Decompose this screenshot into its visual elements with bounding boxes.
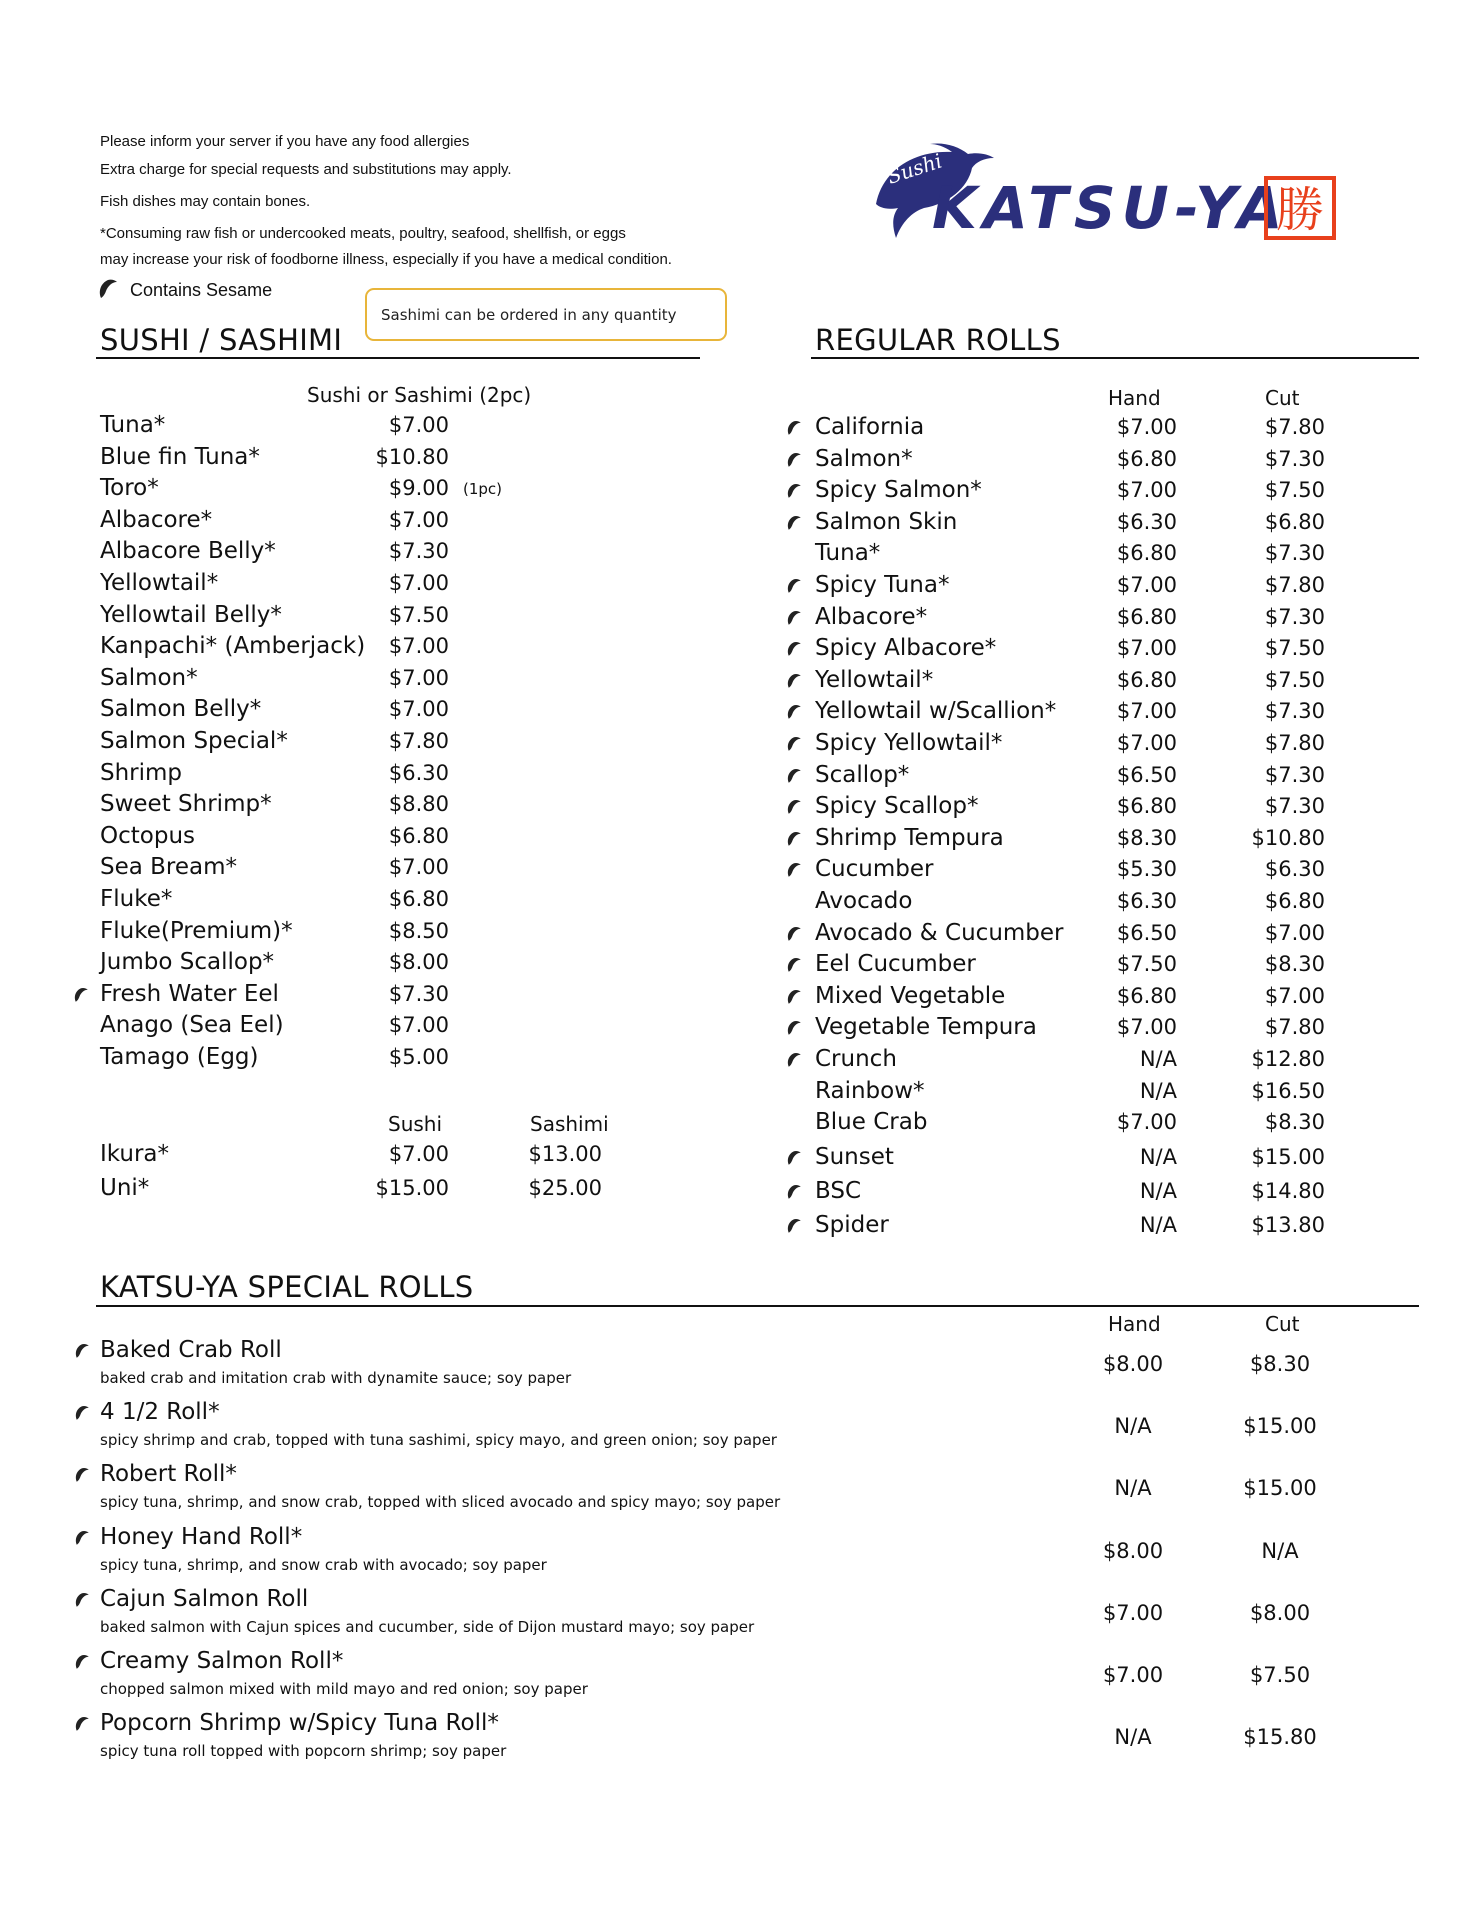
sushi-item-price: $6.80 xyxy=(388,823,449,848)
logo-seal: 勝 xyxy=(1275,182,1325,238)
sushi-item-price: $6.30 xyxy=(388,760,449,785)
special-hand-header: Hand xyxy=(1108,1312,1161,1336)
sushi-item-price: $7.00 xyxy=(388,634,449,659)
regular-roll-name: Vegetable Tempura xyxy=(815,1014,1037,1041)
regular-roll-cut-price: $7.30 xyxy=(1264,762,1325,787)
regular-roll-name: Blue Crab xyxy=(815,1109,928,1136)
sushi-item-price: $5.00 xyxy=(388,1045,449,1069)
regular-roll-name: Tuna* xyxy=(815,540,881,567)
regular-roll-cut-price: $7.80 xyxy=(1264,731,1325,755)
sushi-item-name: Albacore Belly* xyxy=(100,538,276,565)
sushi-item-name: Salmon* xyxy=(100,664,198,691)
sushi-item-price: $7.00 xyxy=(388,1013,449,1038)
regular-roll-cut-price: $7.50 xyxy=(1264,636,1325,661)
regular-roll-cut-price: $6.30 xyxy=(1264,857,1325,882)
roe-sushi-price: $15.00 xyxy=(375,1176,449,1200)
sesame-seed-icon xyxy=(785,640,803,658)
sesame-seed-icon xyxy=(785,514,803,532)
regular-roll-hand-price: $7.00 xyxy=(1116,1015,1177,1040)
regular-roll-name: Mixed Vegetable xyxy=(815,982,1006,1009)
regular-roll-hand-price: N/A xyxy=(1139,1144,1177,1169)
sesame-seed-icon xyxy=(785,1051,803,1069)
regular-roll-name: Salmon Skin xyxy=(815,508,958,535)
sesame-seed-icon xyxy=(785,419,803,437)
regular-roll-cut-price: $7.30 xyxy=(1264,541,1325,566)
sesame-seed-icon xyxy=(72,986,90,1004)
sushi-item-name: Sea Bream* xyxy=(100,854,238,881)
regular-roll-name: BSC xyxy=(815,1177,862,1204)
sesame-seed-icon xyxy=(73,1342,91,1360)
special-roll-cut-price: $15.00 xyxy=(1243,1476,1317,1501)
regular-roll-hand-price: N/A xyxy=(1139,1047,1177,1071)
special-roll-cut-price: $15.80 xyxy=(1243,1725,1317,1750)
regular-roll-hand-price: $6.30 xyxy=(1116,509,1177,534)
special-roll-name: 4 1/2 Roll* xyxy=(100,1399,220,1426)
substitution-notice: Extra charge for special requests and substitutions may apply. xyxy=(100,161,512,178)
special-roll-cut-price: $7.50 xyxy=(1249,1663,1311,1687)
regular-roll-name: Cucumber xyxy=(815,856,934,883)
sushi-item-note: (1pc) xyxy=(463,480,503,499)
special-roll-hand-price: N/A xyxy=(1114,1414,1152,1439)
sushi-item-name: Yellowtail Belly* xyxy=(100,601,282,628)
special-roll-description: baked salmon with Cajun spices and cucumber, side of Dijon mustard mayo; soy paper xyxy=(100,1617,755,1636)
regular-roll-name: Scallop* xyxy=(815,761,910,788)
regular-roll-hand-price: $6.50 xyxy=(1116,762,1177,787)
regular-roll-cut-price: $7.00 xyxy=(1264,983,1325,1008)
regular-roll-cut-price: $6.80 xyxy=(1264,509,1325,534)
regular-roll-name: Crunch xyxy=(815,1046,897,1072)
sushi-item-name: Fluke(Premium)* xyxy=(100,917,293,944)
regular-roll-cut-price: $7.30 xyxy=(1264,446,1325,471)
sushi-item-name: Fresh Water Eel xyxy=(100,980,279,1007)
regular-hand-header: Hand xyxy=(1108,386,1161,410)
sesame-seed-icon xyxy=(785,767,803,785)
regular-cut-header: Cut xyxy=(1265,386,1300,410)
special-roll-description: chopped salmon mixed with mild mayo and red onion; soy paper xyxy=(100,1680,588,1698)
special-roll-name: Cajun Salmon Roll xyxy=(100,1585,309,1612)
sushi-item-name: Fluke* xyxy=(100,886,173,912)
sushi-item-price: $7.30 xyxy=(388,539,449,564)
regular-roll-name: Avocado xyxy=(815,888,913,914)
sushi-item-name: Octopus xyxy=(100,822,195,849)
regular-roll-hand-price: $7.00 xyxy=(1116,415,1177,439)
regular-rolls-section-title: REGULAR ROLLS xyxy=(815,323,1061,357)
sesame-seed-icon xyxy=(73,1653,91,1671)
sushi-item-name: Shrimp xyxy=(100,759,183,786)
special-roll-hand-price: $7.00 xyxy=(1102,1600,1164,1625)
regular-roll-cut-price: $8.30 xyxy=(1264,1110,1325,1135)
sesame-seed-icon xyxy=(785,956,803,974)
sushi-item-price: $7.00 xyxy=(388,413,449,437)
special-roll-description: spicy tuna roll topped with popcorn shrimp; soy paper xyxy=(100,1742,507,1761)
sushi-item-name: Toro* xyxy=(100,475,159,502)
sushi-item-price: $8.80 xyxy=(388,792,449,817)
special-roll-description: spicy tuna, shrimp, and snow crab with avocado; soy paper xyxy=(100,1555,547,1574)
regular-roll-hand-price: $7.00 xyxy=(1116,1110,1177,1135)
roe-sashimi-header: Sashimi xyxy=(530,1112,609,1136)
sesame-seed-icon xyxy=(785,703,803,721)
bones-notice: Fish dishes may contain bones. xyxy=(100,193,311,210)
regular-roll-hand-price: $6.80 xyxy=(1116,667,1177,692)
special-rolls-section-title: KATSU-YA SPECIAL ROLLS xyxy=(100,1270,474,1304)
sesame-seed-icon xyxy=(73,1529,91,1547)
special-roll-description: spicy tuna, shrimp, and snow crab, topped with sliced avocado and spicy mayo; soy paper xyxy=(100,1493,781,1512)
regular-roll-hand-price: $6.30 xyxy=(1116,889,1177,913)
regular-roll-cut-price: $7.50 xyxy=(1264,667,1325,692)
regular-roll-hand-price: $6.80 xyxy=(1116,983,1177,1008)
regular-roll-hand-price: N/A xyxy=(1139,1178,1177,1203)
sushi-section-rule xyxy=(96,357,700,359)
sushi-item-price: $7.00 xyxy=(388,571,449,595)
raw-food-warning-line1: *Consuming raw fish or undercooked meats, poultry, seafood, shellfish, or eggs xyxy=(100,225,626,242)
regular-roll-cut-price: $7.80 xyxy=(1264,573,1325,597)
roe-item-name: Ikura* xyxy=(100,1141,170,1167)
sesame-seed-icon xyxy=(73,1466,91,1484)
regular-roll-cut-price: $7.80 xyxy=(1264,1015,1325,1040)
sushi-item-price: $7.00 xyxy=(388,665,449,690)
regular-roll-hand-price: $7.00 xyxy=(1116,731,1177,755)
sushi-section-title: SUSHI / SASHIMI xyxy=(100,323,343,357)
regular-roll-cut-price: $7.30 xyxy=(1264,604,1325,629)
special-roll-name: Honey Hand Roll* xyxy=(100,1523,303,1550)
special-roll-hand-price: N/A xyxy=(1114,1725,1152,1750)
special-roll-cut-price: $15.00 xyxy=(1243,1414,1317,1439)
regular-roll-cut-price: $7.80 xyxy=(1264,415,1325,439)
sushi-item-name: Jumbo Scallop* xyxy=(100,949,275,976)
sesame-seed-icon xyxy=(73,1715,91,1733)
allergy-notice: Please inform your server if you have any food allergies xyxy=(100,133,470,150)
regular-roll-name: Spicy Scallop* xyxy=(815,793,979,820)
regular-roll-name: Yellowtail w/Scallion* xyxy=(815,698,1057,725)
sushi-item-name: Sweet Shrimp* xyxy=(100,791,272,818)
sushi-item-name: Kanpachi* (Amberjack) xyxy=(100,633,366,660)
sesame-seed-icon xyxy=(785,482,803,500)
regular-roll-hand-price: $6.80 xyxy=(1116,794,1177,819)
roe-item-name: Uni* xyxy=(100,1175,150,1201)
sushi-item-name: Blue fin Tuna* xyxy=(100,443,260,470)
special-roll-name: Popcorn Shrimp w/Spicy Tuna Roll* xyxy=(100,1710,499,1737)
regular-roll-cut-price: $16.50 xyxy=(1251,1078,1325,1103)
regular-roll-name: Eel Cucumber xyxy=(815,951,976,978)
sushi-item-name: Yellowtail* xyxy=(100,570,219,596)
sushi-item-price: $7.00 xyxy=(388,697,449,722)
regular-roll-name: Yellowtail* xyxy=(815,666,934,693)
regular-roll-name: Spicy Tuna* xyxy=(815,572,950,598)
roe-sashimi-price: $13.00 xyxy=(528,1142,602,1166)
logo-script-text: Sushi xyxy=(884,148,945,189)
sushi-item-name: Salmon Special* xyxy=(100,728,288,754)
sesame-seed-icon xyxy=(785,609,803,627)
regular-roll-name: California xyxy=(815,414,925,440)
special-roll-description: baked crab and imitation crab with dynamite sauce; soy paper xyxy=(100,1369,572,1387)
logo-wordmark: KATSU-YA xyxy=(932,174,1289,242)
special-roll-cut-price: $8.30 xyxy=(1249,1352,1311,1376)
sesame-seed-icon xyxy=(785,1183,803,1201)
regular-roll-hand-price: $7.00 xyxy=(1116,478,1177,503)
special-rolls-section-rule xyxy=(96,1305,1419,1307)
regular-roll-name: Rainbow* xyxy=(815,1077,925,1104)
regular-roll-cut-price: $10.80 xyxy=(1251,825,1325,850)
regular-roll-name: Spicy Yellowtail* xyxy=(815,730,1003,756)
regular-roll-name: Spicy Albacore* xyxy=(815,635,997,662)
roe-sashimi-price: $25.00 xyxy=(528,1176,602,1200)
regular-roll-hand-price: $6.50 xyxy=(1116,920,1177,945)
regular-roll-name: Spicy Salmon* xyxy=(815,477,982,504)
regular-roll-cut-price: $8.30 xyxy=(1264,952,1325,977)
sesame-seed-icon xyxy=(73,1404,91,1422)
special-roll-hand-price: $7.00 xyxy=(1102,1663,1164,1687)
sesame-seed-icon xyxy=(785,672,803,690)
sushi-item-price: $9.00 xyxy=(388,476,449,501)
regular-roll-cut-price: $7.30 xyxy=(1264,699,1325,724)
sesame-seed-icon xyxy=(785,1217,803,1235)
roe-sushi-header: Sushi xyxy=(388,1112,443,1136)
special-roll-name: Creamy Salmon Roll* xyxy=(100,1648,344,1674)
special-roll-cut-price: $8.00 xyxy=(1249,1600,1311,1625)
special-roll-description: spicy shrimp and crab, topped with tuna sashimi, spicy mayo, and green onion; soy paper xyxy=(100,1431,777,1450)
special-roll-name: Baked Crab Roll xyxy=(100,1337,282,1363)
regular-roll-hand-price: $6.80 xyxy=(1116,446,1177,471)
sushi-item-name: Tuna* xyxy=(100,412,166,438)
sushi-item-price: $7.30 xyxy=(388,981,449,1006)
special-roll-name: Robert Roll* xyxy=(100,1461,237,1488)
sushi-item-name: Tamago (Egg) xyxy=(100,1044,259,1070)
sushi-item-price: $6.80 xyxy=(388,887,449,911)
regular-roll-cut-price: $15.00 xyxy=(1251,1144,1325,1169)
sushi-item-name: Salmon Belly* xyxy=(100,696,262,723)
sesame-seed-icon xyxy=(785,735,803,753)
regular-roll-hand-price: N/A xyxy=(1139,1213,1177,1237)
regular-roll-hand-price: $7.00 xyxy=(1116,573,1177,597)
regular-roll-hand-price: N/A xyxy=(1139,1078,1177,1103)
sesame-seed-icon xyxy=(73,1591,91,1609)
sesame-seed-icon xyxy=(785,798,803,816)
regular-roll-hand-price: $6.80 xyxy=(1116,604,1177,629)
sushi-item-price: $10.80 xyxy=(375,444,449,469)
raw-food-warning-line2: may increase your risk of foodborne illness, especially if you have a medical condition. xyxy=(100,251,672,268)
special-cut-header: Cut xyxy=(1265,1312,1300,1336)
regular-roll-hand-price: $5.30 xyxy=(1116,857,1177,882)
regular-roll-hand-price: $7.50 xyxy=(1116,952,1177,977)
regular-roll-name: Sunset xyxy=(815,1143,894,1170)
sushi-item-price: $7.00 xyxy=(388,507,449,532)
sushi-price-column-header: Sushi or Sashimi (2pc) xyxy=(307,383,532,407)
special-roll-hand-price: $8.00 xyxy=(1102,1352,1164,1376)
regular-rolls-section-rule xyxy=(811,357,1419,359)
sesame-seed-icon xyxy=(785,1149,803,1167)
regular-roll-cut-price: $7.30 xyxy=(1264,794,1325,819)
sesame-seed-icon xyxy=(96,277,120,301)
sushi-item-name: Anago (Sea Eel) xyxy=(100,1012,284,1039)
regular-roll-cut-price: $7.50 xyxy=(1264,478,1325,503)
special-roll-hand-price: $8.00 xyxy=(1102,1538,1164,1563)
regular-roll-cut-price: $7.00 xyxy=(1264,920,1325,945)
sesame-seed-icon xyxy=(785,830,803,848)
sesame-seed-icon xyxy=(785,451,803,469)
sesame-seed-icon xyxy=(785,577,803,595)
sushi-item-price: $8.00 xyxy=(388,950,449,975)
sesame-seed-icon xyxy=(785,988,803,1006)
katsu-ya-logo xyxy=(872,142,1340,250)
roe-sushi-price: $7.00 xyxy=(388,1142,449,1166)
sashimi-quantity-callout: Sashimi can be ordered in any quantity xyxy=(365,288,727,341)
sushi-item-price: $7.00 xyxy=(388,855,449,880)
regular-roll-hand-price: $7.00 xyxy=(1116,636,1177,661)
sesame-legend-label: Contains Sesame xyxy=(130,280,273,300)
sesame-seed-icon xyxy=(785,1019,803,1037)
sesame-seed-icon xyxy=(785,861,803,879)
sesame-seed-icon xyxy=(785,925,803,943)
regular-roll-name: Salmon* xyxy=(815,445,913,472)
sushi-item-price: $8.50 xyxy=(388,918,449,943)
regular-roll-hand-price: $8.30 xyxy=(1116,825,1177,850)
sushi-item-name: Albacore* xyxy=(100,506,213,533)
regular-roll-name: Avocado & Cucumber xyxy=(815,919,1064,946)
regular-roll-name: Albacore* xyxy=(815,603,928,630)
sushi-item-price: $7.50 xyxy=(388,602,449,627)
regular-roll-hand-price: $6.80 xyxy=(1116,541,1177,566)
regular-roll-cut-price: $6.80 xyxy=(1264,889,1325,913)
regular-roll-cut-price: $14.80 xyxy=(1251,1178,1325,1203)
regular-roll-hand-price: $7.00 xyxy=(1116,699,1177,724)
regular-roll-name: Shrimp Tempura xyxy=(815,824,1004,851)
sushi-item-price: $7.80 xyxy=(388,729,449,753)
regular-roll-name: Spider xyxy=(815,1212,889,1238)
special-roll-cut-price: N/A xyxy=(1261,1538,1299,1563)
special-roll-hand-price: N/A xyxy=(1114,1476,1152,1501)
regular-roll-cut-price: $13.80 xyxy=(1251,1213,1325,1237)
regular-roll-cut-price: $12.80 xyxy=(1251,1047,1325,1071)
